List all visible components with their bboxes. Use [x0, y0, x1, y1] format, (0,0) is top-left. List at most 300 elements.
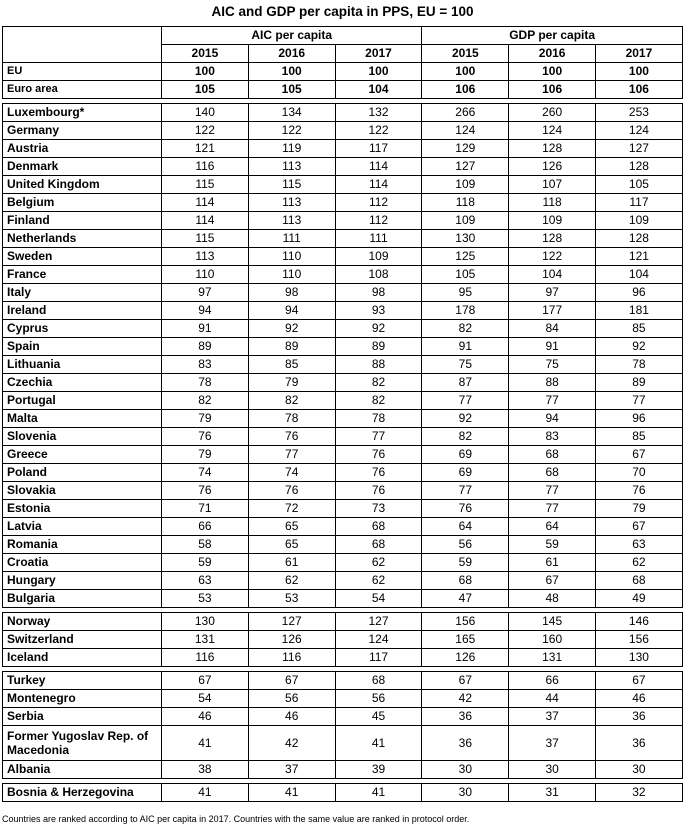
aic-value: 89 — [162, 338, 249, 356]
country-name: United Kingdom — [3, 176, 162, 194]
aic-value: 100 — [335, 63, 422, 81]
gdp-value: 64 — [422, 518, 509, 536]
gdp-value: 127 — [596, 140, 683, 158]
country-name: Albania — [3, 761, 162, 779]
aic-value: 71 — [162, 500, 249, 518]
aic-value: 67 — [162, 672, 249, 690]
aic-value: 41 — [335, 784, 422, 802]
gdp-value: 76 — [422, 500, 509, 518]
gdp-value: 67 — [596, 672, 683, 690]
country-name: EU — [3, 63, 162, 81]
aic-value: 130 — [162, 613, 249, 631]
gdp-value: 30 — [422, 784, 509, 802]
footnote: Countries are ranked according to AIC per capita in 2017. Countries with the same value are ranked in protocol order. — [2, 814, 470, 824]
aic-value: 77 — [248, 446, 335, 464]
table-row — [3, 266, 683, 284]
table-row — [3, 708, 683, 726]
aic-value: 112 — [335, 194, 422, 212]
gdp-value: 91 — [422, 338, 509, 356]
gdp-group-header: GDP per capita — [422, 27, 682, 45]
table-row — [3, 613, 683, 631]
aic-value: 61 — [248, 554, 335, 572]
year-header-row — [3, 45, 683, 63]
gdp-value: 91 — [509, 338, 596, 356]
gdp-value: 125 — [422, 248, 509, 266]
gdp-value: 156 — [596, 631, 683, 649]
gdp-value: 118 — [509, 194, 596, 212]
gdp-value: 64 — [509, 518, 596, 536]
gdp-value: 160 — [509, 631, 596, 649]
table-row — [3, 446, 683, 464]
country-name: Belgium — [3, 194, 162, 212]
gdp-value: 30 — [422, 761, 509, 779]
table-row — [3, 428, 683, 446]
gdp-value: 124 — [596, 122, 683, 140]
gdp-value: 62 — [596, 554, 683, 572]
gdp-value: 75 — [422, 356, 509, 374]
gdp-value: 100 — [596, 63, 683, 81]
aic-value: 56 — [248, 690, 335, 708]
aic-value: 74 — [248, 464, 335, 482]
gdp-value: 104 — [596, 266, 683, 284]
gdp-value: 30 — [596, 761, 683, 779]
aic-value: 41 — [248, 784, 335, 802]
aic-value: 62 — [335, 554, 422, 572]
aic-value: 39 — [335, 761, 422, 779]
aic-value: 109 — [335, 248, 422, 266]
gdp-value: 128 — [596, 158, 683, 176]
gdp-value: 109 — [596, 212, 683, 230]
country-name: Luxembourg* — [3, 104, 162, 122]
aic-year-2017: 2017 — [335, 45, 422, 63]
gdp-value: 77 — [509, 482, 596, 500]
aic-value: 68 — [335, 672, 422, 690]
gdp-year-2017: 2017 — [596, 45, 683, 63]
gdp-value: 47 — [422, 590, 509, 608]
table-row — [3, 726, 683, 761]
aic-value: 82 — [335, 392, 422, 410]
table-row — [3, 572, 683, 590]
gdp-value: 69 — [422, 464, 509, 482]
aic-value: 89 — [248, 338, 335, 356]
table-row — [3, 356, 683, 374]
gdp-value: 260 — [509, 104, 596, 122]
gdp-value: 59 — [509, 536, 596, 554]
country-name: Norway — [3, 613, 162, 631]
gdp-value: 97 — [509, 284, 596, 302]
gdp-value: 178 — [422, 302, 509, 320]
gdp-value: 67 — [596, 518, 683, 536]
aic-value: 105 — [248, 81, 335, 99]
aic-value: 72 — [248, 500, 335, 518]
aic-value: 82 — [162, 392, 249, 410]
table-row — [3, 81, 683, 99]
aic-value: 124 — [335, 631, 422, 649]
gdp-value: 85 — [596, 320, 683, 338]
aic-value: 76 — [162, 482, 249, 500]
gdp-value: 165 — [422, 631, 509, 649]
gdp-value: 44 — [509, 690, 596, 708]
aic-value: 114 — [162, 212, 249, 230]
gdp-value: 253 — [596, 104, 683, 122]
gdp-value: 61 — [509, 554, 596, 572]
table-row — [3, 392, 683, 410]
aic-value: 100 — [248, 63, 335, 81]
gdp-value: 130 — [422, 230, 509, 248]
table-row — [3, 122, 683, 140]
aic-year-2016: 2016 — [248, 45, 335, 63]
aic-value: 122 — [162, 122, 249, 140]
gdp-value: 67 — [422, 672, 509, 690]
aic-value: 54 — [162, 690, 249, 708]
table-row — [3, 649, 683, 667]
aic-value: 77 — [335, 428, 422, 446]
aic-value: 111 — [335, 230, 422, 248]
gdp-value: 46 — [596, 690, 683, 708]
aic-value: 110 — [162, 266, 249, 284]
aic-value: 112 — [335, 212, 422, 230]
aic-value: 82 — [335, 374, 422, 392]
gdp-value: 36 — [596, 708, 683, 726]
gdp-value: 118 — [422, 194, 509, 212]
aic-value: 116 — [248, 649, 335, 667]
aic-value: 94 — [248, 302, 335, 320]
gdp-value: 77 — [509, 500, 596, 518]
country-name: Slovakia — [3, 482, 162, 500]
gdp-year-2015: 2015 — [422, 45, 509, 63]
gdp-value: 92 — [422, 410, 509, 428]
gdp-value: 56 — [422, 536, 509, 554]
aic-value: 79 — [248, 374, 335, 392]
table-row — [3, 320, 683, 338]
aic-value: 62 — [248, 572, 335, 590]
gdp-value: 42 — [422, 690, 509, 708]
aic-value: 63 — [162, 572, 249, 590]
country-name: Czechia — [3, 374, 162, 392]
aic-value: 76 — [248, 428, 335, 446]
table-row — [3, 672, 683, 690]
table-row — [3, 590, 683, 608]
gdp-value: 106 — [509, 81, 596, 99]
gdp-value: 107 — [509, 176, 596, 194]
gdp-value: 128 — [596, 230, 683, 248]
gdp-value: 126 — [422, 649, 509, 667]
aic-value: 115 — [162, 230, 249, 248]
table-row — [3, 690, 683, 708]
gdp-value: 37 — [509, 726, 596, 761]
gdp-value: 82 — [422, 428, 509, 446]
aic-value: 46 — [248, 708, 335, 726]
table-row — [3, 284, 683, 302]
aic-value: 114 — [335, 176, 422, 194]
table-row — [3, 482, 683, 500]
aic-value: 122 — [335, 122, 422, 140]
gdp-value: 129 — [422, 140, 509, 158]
gdp-value: 77 — [422, 482, 509, 500]
gdp-value: 37 — [509, 708, 596, 726]
country-name: Netherlands — [3, 230, 162, 248]
aic-value: 59 — [162, 554, 249, 572]
aic-value: 41 — [162, 726, 249, 761]
aic-value: 76 — [335, 446, 422, 464]
table-row — [3, 158, 683, 176]
country-name: Poland — [3, 464, 162, 482]
aic-value: 94 — [162, 302, 249, 320]
gdp-value: 96 — [596, 284, 683, 302]
gdp-year-2016: 2016 — [509, 45, 596, 63]
gdp-value: 76 — [596, 482, 683, 500]
table-row — [3, 338, 683, 356]
aic-value: 78 — [248, 410, 335, 428]
aic-value: 78 — [162, 374, 249, 392]
aic-value: 46 — [162, 708, 249, 726]
aic-value: 53 — [248, 590, 335, 608]
aic-value: 79 — [162, 446, 249, 464]
aic-value: 53 — [162, 590, 249, 608]
aic-value: 127 — [335, 613, 422, 631]
aic-value: 38 — [162, 761, 249, 779]
country-name: Slovenia — [3, 428, 162, 446]
aic-value: 110 — [248, 248, 335, 266]
gdp-value: 77 — [509, 392, 596, 410]
aic-value: 98 — [335, 284, 422, 302]
corner-cell — [3, 27, 162, 45]
aic-value: 68 — [335, 536, 422, 554]
gdp-value: 124 — [509, 122, 596, 140]
gdp-value: 128 — [509, 140, 596, 158]
aic-value: 113 — [248, 158, 335, 176]
country-name: Bulgaria — [3, 590, 162, 608]
aic-value: 54 — [335, 590, 422, 608]
country-name: Euro area — [3, 81, 162, 99]
aic-value: 117 — [335, 649, 422, 667]
aic-value: 66 — [162, 518, 249, 536]
gdp-value: 77 — [422, 392, 509, 410]
aic-value: 91 — [162, 320, 249, 338]
aic-value: 127 — [248, 613, 335, 631]
gdp-value: 70 — [596, 464, 683, 482]
table-row — [3, 194, 683, 212]
gdp-value: 77 — [596, 392, 683, 410]
aic-value: 92 — [335, 320, 422, 338]
table-row — [3, 761, 683, 779]
gdp-value: 69 — [422, 446, 509, 464]
country-name: Denmark — [3, 158, 162, 176]
country-name: Cyprus — [3, 320, 162, 338]
gdp-value: 126 — [509, 158, 596, 176]
gdp-value: 146 — [596, 613, 683, 631]
aic-value: 98 — [248, 284, 335, 302]
aic-value: 113 — [248, 212, 335, 230]
gdp-value: 131 — [509, 649, 596, 667]
gdp-value: 36 — [596, 726, 683, 761]
country-name: Lithuania — [3, 356, 162, 374]
table-row — [3, 374, 683, 392]
aic-value: 76 — [335, 464, 422, 482]
gdp-value: 127 — [422, 158, 509, 176]
gdp-value: 68 — [509, 464, 596, 482]
gdp-value: 92 — [596, 338, 683, 356]
gdp-value: 109 — [422, 212, 509, 230]
gdp-value: 122 — [509, 248, 596, 266]
aic-value: 42 — [248, 726, 335, 761]
gdp-value: 100 — [422, 63, 509, 81]
gdp-value: 105 — [422, 266, 509, 284]
table-row — [3, 784, 683, 802]
aic-gdp-table — [2, 26, 683, 802]
aic-value: 105 — [162, 81, 249, 99]
country-name: France — [3, 266, 162, 284]
aic-value: 93 — [335, 302, 422, 320]
aic-value: 115 — [162, 176, 249, 194]
gdp-value: 88 — [509, 374, 596, 392]
gdp-value: 59 — [422, 554, 509, 572]
aic-value: 89 — [335, 338, 422, 356]
aic-value: 122 — [248, 122, 335, 140]
country-name: Finland — [3, 212, 162, 230]
gdp-value: 181 — [596, 302, 683, 320]
table-row — [3, 63, 683, 81]
aic-value: 108 — [335, 266, 422, 284]
gdp-value: 128 — [509, 230, 596, 248]
table-row — [3, 631, 683, 649]
country-name: Greece — [3, 446, 162, 464]
aic-value: 76 — [335, 482, 422, 500]
gdp-value: 30 — [509, 761, 596, 779]
gdp-value: 68 — [509, 446, 596, 464]
country-name: Italy — [3, 284, 162, 302]
country-name: Croatia — [3, 554, 162, 572]
aic-value: 97 — [162, 284, 249, 302]
aic-year-2015: 2015 — [162, 45, 249, 63]
country-name: Serbia — [3, 708, 162, 726]
table-row — [3, 248, 683, 266]
aic-value: 68 — [335, 518, 422, 536]
aic-value: 76 — [248, 482, 335, 500]
gdp-value: 177 — [509, 302, 596, 320]
corner-cell-lower — [3, 45, 162, 63]
aic-value: 62 — [335, 572, 422, 590]
country-name: Spain — [3, 338, 162, 356]
gdp-value: 106 — [596, 81, 683, 99]
aic-value: 115 — [248, 176, 335, 194]
country-name: Latvia — [3, 518, 162, 536]
gdp-value: 36 — [422, 726, 509, 761]
aic-value: 140 — [162, 104, 249, 122]
aic-value: 67 — [248, 672, 335, 690]
group-header-row — [3, 27, 683, 45]
gdp-value: 68 — [596, 572, 683, 590]
aic-group-header: AIC per capita — [162, 27, 422, 45]
gdp-value: 87 — [422, 374, 509, 392]
country-name: Estonia — [3, 500, 162, 518]
gdp-value: 67 — [509, 572, 596, 590]
gdp-value: 94 — [509, 410, 596, 428]
aic-value: 121 — [162, 140, 249, 158]
table-title: AIC and GDP per capita in PPS, EU = 100 — [211, 4, 474, 19]
gdp-value: 48 — [509, 590, 596, 608]
gdp-value: 121 — [596, 248, 683, 266]
gdp-value: 96 — [596, 410, 683, 428]
aic-value: 41 — [162, 784, 249, 802]
aic-value: 119 — [248, 140, 335, 158]
gdp-value: 67 — [596, 446, 683, 464]
aic-value: 116 — [162, 649, 249, 667]
gdp-value: 36 — [422, 708, 509, 726]
country-name: Austria — [3, 140, 162, 158]
gdp-value: 130 — [596, 649, 683, 667]
gdp-value: 31 — [509, 784, 596, 802]
gdp-value: 83 — [509, 428, 596, 446]
country-name: Germany — [3, 122, 162, 140]
aic-value: 126 — [248, 631, 335, 649]
gdp-value: 106 — [422, 81, 509, 99]
aic-value: 113 — [162, 248, 249, 266]
aic-value: 88 — [335, 356, 422, 374]
gdp-value: 104 — [509, 266, 596, 284]
aic-value: 110 — [248, 266, 335, 284]
aic-value: 56 — [335, 690, 422, 708]
gdp-value: 78 — [596, 356, 683, 374]
gdp-value: 124 — [422, 122, 509, 140]
gdp-value: 100 — [509, 63, 596, 81]
aic-value: 134 — [248, 104, 335, 122]
gdp-value: 63 — [596, 536, 683, 554]
gdp-value: 117 — [596, 194, 683, 212]
aic-value: 131 — [162, 631, 249, 649]
country-name: Portugal — [3, 392, 162, 410]
table-row — [3, 302, 683, 320]
gdp-value: 145 — [509, 613, 596, 631]
country-name: Iceland — [3, 649, 162, 667]
table-row — [3, 104, 683, 122]
gdp-value: 66 — [509, 672, 596, 690]
gdp-value: 49 — [596, 590, 683, 608]
aic-value: 83 — [162, 356, 249, 374]
country-name: Sweden — [3, 248, 162, 266]
country-name: Malta — [3, 410, 162, 428]
aic-value: 65 — [248, 536, 335, 554]
table-row — [3, 518, 683, 536]
country-name: Hungary — [3, 572, 162, 590]
gdp-value: 109 — [509, 212, 596, 230]
country-name: Turkey — [3, 672, 162, 690]
aic-value: 100 — [162, 63, 249, 81]
gdp-value: 68 — [422, 572, 509, 590]
table-row — [3, 554, 683, 572]
aic-value: 114 — [162, 194, 249, 212]
table-row — [3, 410, 683, 428]
aic-value: 82 — [248, 392, 335, 410]
aic-value: 45 — [335, 708, 422, 726]
country-name: Montenegro — [3, 690, 162, 708]
aic-value: 78 — [335, 410, 422, 428]
aic-value: 117 — [335, 140, 422, 158]
aic-value: 79 — [162, 410, 249, 428]
aic-value: 132 — [335, 104, 422, 122]
aic-value: 41 — [335, 726, 422, 761]
aic-value: 76 — [162, 428, 249, 446]
gdp-value: 95 — [422, 284, 509, 302]
gdp-value: 109 — [422, 176, 509, 194]
aic-value: 116 — [162, 158, 249, 176]
aic-value: 73 — [335, 500, 422, 518]
aic-value: 37 — [248, 761, 335, 779]
aic-value: 85 — [248, 356, 335, 374]
country-name: Former Yugoslav Rep. of Macedonia — [3, 726, 162, 761]
aic-value: 104 — [335, 81, 422, 99]
aic-value: 114 — [335, 158, 422, 176]
